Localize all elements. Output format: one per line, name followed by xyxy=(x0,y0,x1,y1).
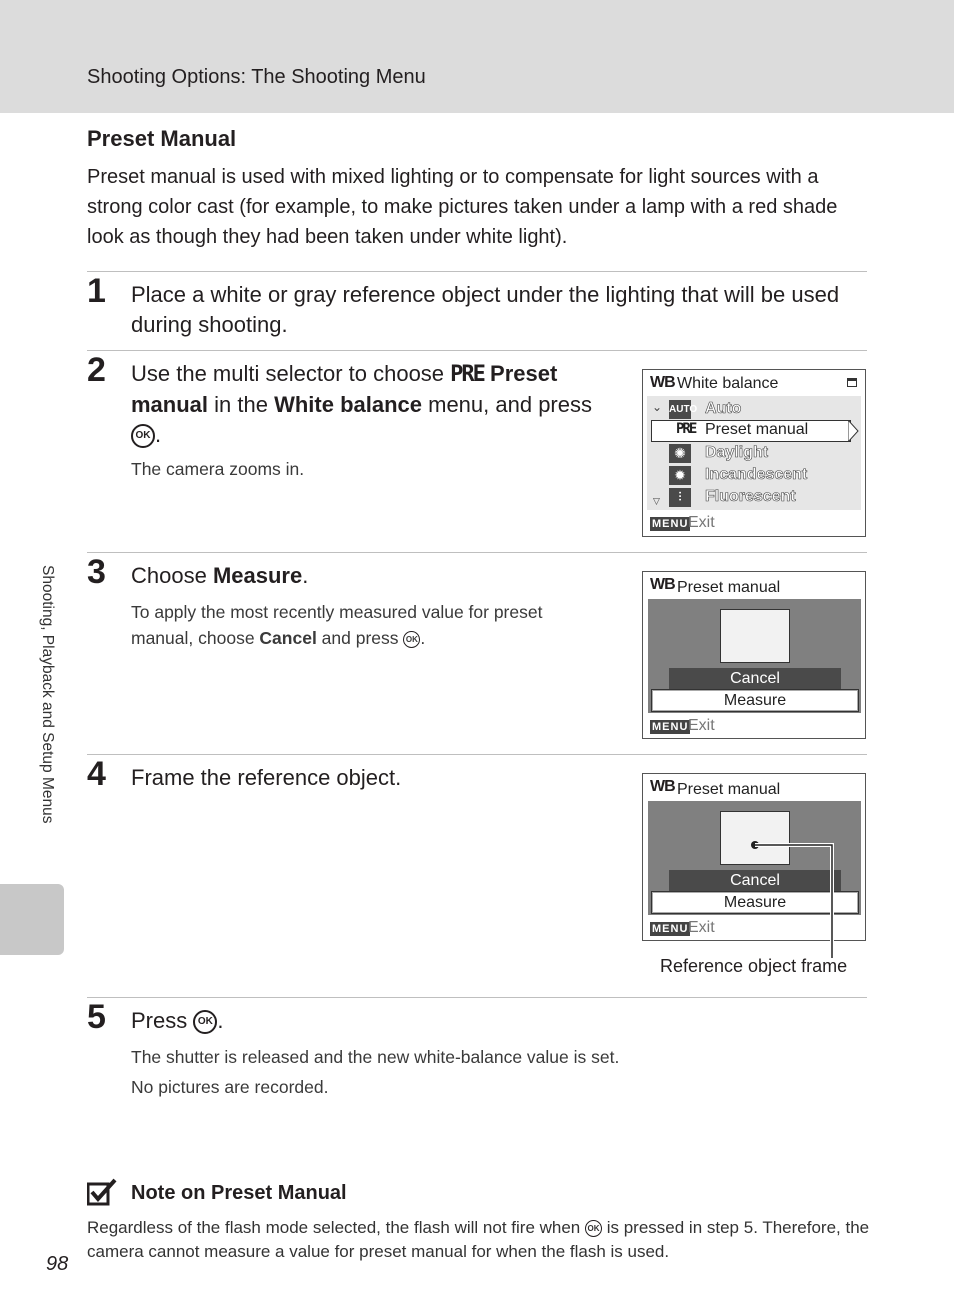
note-text-part: is pressed in step 5. Therefore, the camera cannot measure a value for preset manual for when the flash is used. xyxy=(87,1218,870,1261)
step-3-part: . xyxy=(302,563,309,588)
step-2-part: Use the multi selector to choose xyxy=(131,361,451,386)
callout-label: Reference object frame xyxy=(660,956,848,976)
subtext-bold: Cancel xyxy=(259,628,317,648)
step-number: 5 xyxy=(87,998,106,1036)
step-2-subtext: The camera zooms in. xyxy=(131,459,305,479)
scroll-down-icon: ▽ xyxy=(653,496,660,506)
cancel-option[interactable]: Cancel xyxy=(669,668,841,689)
menu-button-icon: MENU xyxy=(652,721,689,733)
step-5-text xyxy=(131,1006,223,1036)
subtext-part: . xyxy=(420,628,426,648)
header-band xyxy=(0,0,954,113)
note-text-part: Regardless of the flash mode selected, the flash will not fire when xyxy=(87,1218,585,1237)
ok-button-icon: OK xyxy=(403,631,420,648)
menu-button-icon: MENU xyxy=(652,923,689,935)
step-5-subtext-1: The shutter is released and the new white-balance value is set. xyxy=(131,1047,620,1067)
menu-item-label: Daylight xyxy=(705,444,769,461)
step-2-bold: White balance xyxy=(274,392,422,417)
screen-title: White balance xyxy=(677,375,779,392)
note-title: Note on Preset Manual xyxy=(131,1182,347,1204)
step-2-part: menu, and press xyxy=(422,392,592,417)
menu-item-label: Fluorescent xyxy=(705,488,796,505)
step-number: 4 xyxy=(87,755,106,793)
divider xyxy=(87,271,867,272)
reference-frame xyxy=(720,609,790,663)
running-header: Shooting Options: The Shooting Menu xyxy=(87,66,426,88)
note-text xyxy=(87,1216,877,1264)
menu-item-fluorescent[interactable] xyxy=(669,487,859,509)
exit-label: Exit xyxy=(688,514,715,531)
step-2-part: . xyxy=(155,422,162,447)
camera-screen-white-balance xyxy=(642,369,866,537)
cancel-option[interactable]: Cancel xyxy=(669,870,841,891)
ok-button-icon: OK xyxy=(131,424,155,448)
divider xyxy=(87,997,867,998)
section-title: Preset Manual xyxy=(87,126,237,151)
ok-button-icon: OK xyxy=(193,1010,217,1034)
step-3-subtext xyxy=(131,599,601,651)
divider xyxy=(87,552,867,553)
wb-icon: WB xyxy=(650,576,675,593)
menu-item-label: Auto xyxy=(705,400,742,417)
preset-icon: PRE xyxy=(676,421,696,437)
step-3-text xyxy=(131,561,308,591)
menu-item-daylight[interactable] xyxy=(669,443,859,465)
divider xyxy=(87,754,867,755)
page-number: 98 xyxy=(46,1253,69,1275)
menu-item-preset-manual[interactable] xyxy=(651,420,851,442)
wb-icon: WB xyxy=(650,374,675,391)
subtext-part: and press xyxy=(316,628,404,648)
screen-title: Preset manual xyxy=(677,781,781,798)
menu-item-incandescent[interactable] xyxy=(669,465,859,487)
menu-item-label: Incandescent xyxy=(705,466,808,483)
step-2-text xyxy=(131,359,601,450)
checkmark-note-icon xyxy=(87,1178,117,1206)
step-3-part: Choose xyxy=(131,563,213,588)
exit-label: Exit xyxy=(688,919,715,936)
measure-option[interactable]: Measure xyxy=(651,689,859,712)
step-4-text: Frame the reference object. xyxy=(131,765,402,790)
measure-option[interactable]: Measure xyxy=(651,891,859,914)
auto-icon: AUTO xyxy=(669,400,691,419)
intro-paragraph: Preset manual is used with mixed lighting or to compensate for light sources with a strong color cast (for example, to make pictures taken under a lamp with a red shade look as though they had been taken under white light). xyxy=(87,166,838,248)
step-number: 2 xyxy=(87,351,106,389)
sun-icon: ✺ xyxy=(669,444,691,463)
menu-item-auto[interactable] xyxy=(669,399,859,421)
step-5-part: Press xyxy=(131,1008,194,1033)
bulb-icon: ✹ xyxy=(669,466,691,485)
step-2-bold: Preset manual xyxy=(131,361,558,417)
exit-label: Exit xyxy=(688,717,715,734)
menu-page-icon xyxy=(847,378,857,387)
subtext-part: To apply the most recently measured value for preset manual, choose xyxy=(131,602,543,648)
side-section-tab xyxy=(0,884,64,955)
divider xyxy=(87,350,867,351)
step-3-bold: Measure xyxy=(212,563,303,588)
wb-icon: WB xyxy=(650,778,675,795)
step-number: 1 xyxy=(87,272,106,310)
step-5-part: . xyxy=(217,1008,224,1033)
ok-button-icon: OK xyxy=(585,1220,602,1237)
chevron-down-icon: ⌄ xyxy=(652,400,663,414)
step-1-text: Place a white or gray reference object under the lighting that will be used during shooting. xyxy=(131,282,840,337)
step-5-subtext-2: No pictures are recorded. xyxy=(131,1077,329,1097)
preset-icon: PRE xyxy=(450,362,484,387)
fluorescent-icon: ⫶ xyxy=(669,488,691,507)
camera-screen-preset-manual xyxy=(642,571,866,739)
step-number: 3 xyxy=(87,553,106,591)
menu-button-icon: MENU xyxy=(652,518,689,530)
screen-title: Preset manual xyxy=(677,579,781,596)
side-section-label: Shooting, Playback and Setup Menus xyxy=(39,565,56,824)
selection-arrow-icon xyxy=(848,420,860,442)
step-2-part: in the xyxy=(208,392,275,417)
menu-item-label: Preset manual xyxy=(705,421,809,438)
callout-leader-line xyxy=(740,836,840,961)
